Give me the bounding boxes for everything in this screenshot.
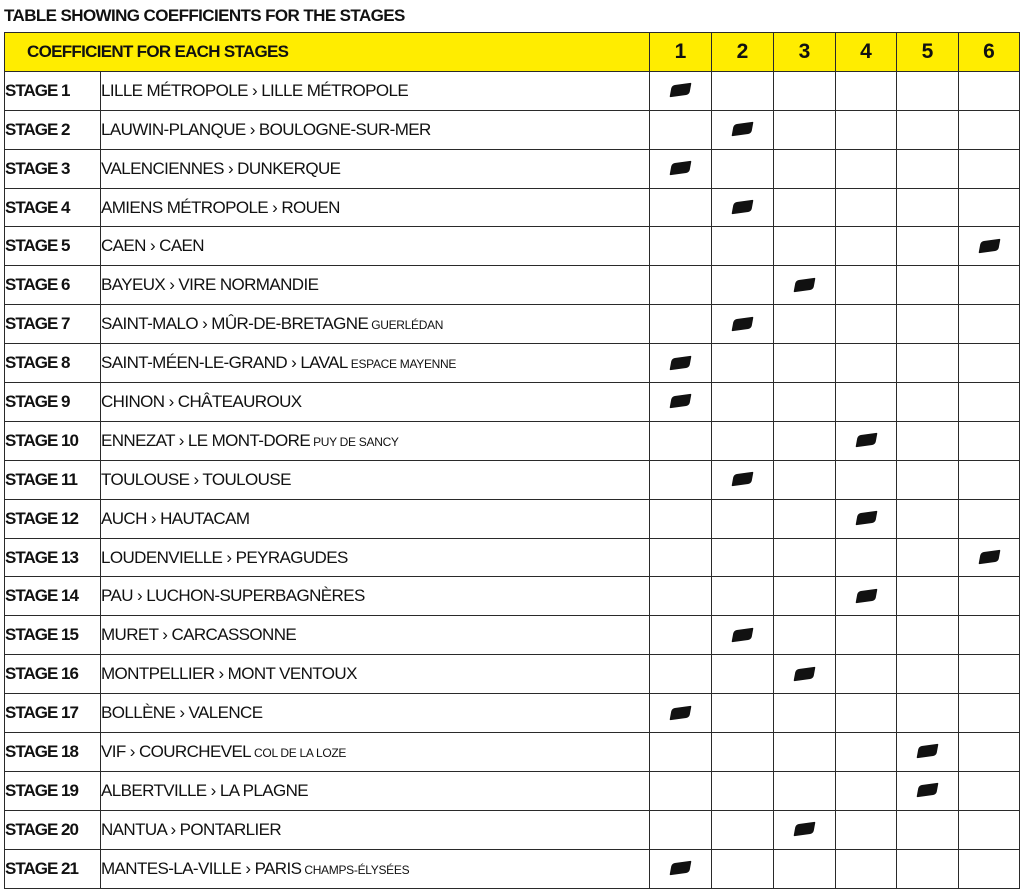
coefficient-header: 4: [836, 33, 897, 72]
table-row: [5, 149, 1020, 188]
route-main: NANTUA › PONTARLIER: [101, 819, 282, 839]
coefficient-cell: [774, 227, 836, 266]
coefficient-cell: [650, 71, 712, 110]
coefficient-cell: [897, 383, 959, 422]
coefficient-cell: [774, 810, 836, 849]
table-row: [5, 383, 1020, 422]
coefficient-cell: [897, 344, 959, 383]
flag-mark-icon: [917, 783, 939, 798]
stage-route: [101, 188, 650, 227]
coefficient-cell: [959, 577, 1020, 616]
coefficient-cell: [959, 344, 1020, 383]
coefficient-cell: [712, 655, 774, 694]
coefficient-cell: [774, 538, 836, 577]
coefficient-cell: [959, 421, 1020, 460]
coefficient-cell: [897, 227, 959, 266]
coefficient-cell: [650, 110, 712, 149]
coefficient-cell: [959, 383, 1020, 422]
route-main: VALENCIENNES › DUNKERQUE: [101, 158, 341, 178]
coefficient-cell: [650, 694, 712, 733]
table-row: [5, 71, 1020, 110]
route-main: CAEN › CAEN: [101, 236, 204, 256]
table-row: [5, 344, 1020, 383]
coefficient-table: [4, 32, 1020, 889]
coefficient-cell: [897, 577, 959, 616]
coefficient-cell: [836, 344, 897, 383]
table-row: [5, 227, 1020, 266]
coefficient-cell: [836, 616, 897, 655]
coefficient-cell: [712, 383, 774, 422]
coefficient-cell: [712, 71, 774, 110]
coefficient-cell: [897, 460, 959, 499]
flag-mark-icon: [794, 666, 816, 681]
coefficient-header: 1: [650, 33, 712, 72]
coefficient-cell: [774, 188, 836, 227]
route-finish-detail: CHAMPS-ÉLYSÉES: [304, 862, 410, 877]
coefficient-cell: [897, 538, 959, 577]
coefficient-cell: [712, 188, 774, 227]
flag-mark-icon: [917, 744, 939, 759]
coefficient-cell: [959, 188, 1020, 227]
flag-mark-icon: [855, 433, 877, 448]
table-row: [5, 266, 1020, 305]
coefficient-cell: [712, 849, 774, 888]
flag-mark-icon: [855, 589, 877, 604]
stage-route: [101, 149, 650, 188]
coefficient-cell: [774, 460, 836, 499]
route-main: PAU › LUCHON-SUPERBAGNÈRES: [101, 586, 365, 606]
table-row: [5, 110, 1020, 149]
stage-route: [101, 771, 650, 810]
stage-name: STAGE 16: [5, 655, 101, 694]
coefficient-cell: [650, 538, 712, 577]
coefficient-cell: [650, 577, 712, 616]
stage-name: STAGE 8: [5, 344, 101, 383]
coefficient-cell: [774, 383, 836, 422]
coefficient-cell: [650, 810, 712, 849]
table-row: [5, 538, 1020, 577]
stage-route: [101, 538, 650, 577]
flag-mark-icon: [794, 822, 816, 837]
flag-mark-icon: [732, 122, 754, 137]
stage-route: [101, 577, 650, 616]
coefficient-cell: [650, 344, 712, 383]
flag-mark-icon: [670, 83, 692, 98]
coefficient-cell: [897, 149, 959, 188]
coefficient-cell: [897, 188, 959, 227]
table-row: [5, 849, 1020, 888]
table-row: [5, 188, 1020, 227]
route-main: AMIENS MÉTROPOLE › ROUEN: [101, 197, 340, 217]
stage-route: [101, 655, 650, 694]
coefficient-cell: [650, 460, 712, 499]
coefficient-cell: [774, 577, 836, 616]
stage-route: [101, 383, 650, 422]
table-row: [5, 305, 1020, 344]
flag-mark-icon: [732, 472, 754, 487]
coefficient-header: 3: [774, 33, 836, 72]
coefficient-cell: [836, 733, 897, 772]
table-row: [5, 733, 1020, 772]
coefficient-cell: [897, 694, 959, 733]
coefficient-cell: [959, 849, 1020, 888]
route-main: LILLE MÉTROPOLE › LILLE MÉTROPOLE: [101, 80, 409, 100]
route-finish-detail: ESPACE MAYENNE: [350, 357, 457, 372]
stage-name: STAGE 17: [5, 694, 101, 733]
stage-route: [101, 227, 650, 266]
coefficient-cell: [712, 266, 774, 305]
stage-name: STAGE 18: [5, 733, 101, 772]
coefficient-cell: [897, 110, 959, 149]
flag-mark-icon: [978, 550, 1000, 565]
coefficient-cell: [774, 655, 836, 694]
coefficient-cell: [774, 149, 836, 188]
flag-mark-icon: [794, 278, 816, 293]
stage-name: STAGE 4: [5, 188, 101, 227]
stage-route: [101, 849, 650, 888]
coefficient-cell: [836, 577, 897, 616]
coefficient-cell: [836, 188, 897, 227]
stage-route: [101, 266, 650, 305]
flag-mark-icon: [732, 628, 754, 643]
stage-name: STAGE 15: [5, 616, 101, 655]
coefficient-cell: [897, 499, 959, 538]
coefficient-cell: [897, 616, 959, 655]
coefficient-cell: [959, 499, 1020, 538]
coefficient-cell: [650, 421, 712, 460]
coefficient-cell: [897, 849, 959, 888]
route-main: CHINON › CHÂTEAUROUX: [101, 391, 302, 411]
coefficient-cell: [836, 71, 897, 110]
coefficient-cell: [650, 305, 712, 344]
coefficient-cell: [650, 499, 712, 538]
coefficient-cell: [650, 616, 712, 655]
route-main: ALBERTVILLE › LA PLAGNE: [101, 780, 308, 800]
coefficient-cell: [959, 149, 1020, 188]
stage-route: [101, 305, 650, 344]
coefficient-cell: [959, 694, 1020, 733]
coefficient-cell: [836, 655, 897, 694]
table-row: [5, 577, 1020, 616]
route-main: SAINT-MALO › MÛR-DE-BRETAGNE: [101, 314, 369, 334]
coefficient-cell: [836, 460, 897, 499]
coefficient-cell: [959, 71, 1020, 110]
coefficient-cell: [836, 383, 897, 422]
coefficient-cell: [712, 577, 774, 616]
coefficient-cell: [774, 344, 836, 383]
coefficient-cell: [836, 305, 897, 344]
table-row: [5, 616, 1020, 655]
coefficient-cell: [897, 810, 959, 849]
coefficient-cell: [774, 733, 836, 772]
coefficient-cell: [897, 305, 959, 344]
route-finish-detail: GUERLÉDAN: [371, 318, 444, 333]
coefficient-cell: [774, 421, 836, 460]
route-main: BAYEUX › VIRE NORMANDIE: [101, 275, 319, 295]
coefficient-cell: [650, 227, 712, 266]
coefficient-cell: [897, 771, 959, 810]
route-main: LAUWIN-PLANQUE › BOULOGNE-SUR-MER: [101, 119, 431, 139]
coefficient-cell: [959, 538, 1020, 577]
coefficient-cell: [836, 810, 897, 849]
coefficient-cell: [650, 149, 712, 188]
table-body: [5, 71, 1020, 888]
coefficient-cell: [712, 499, 774, 538]
stage-name: STAGE 9: [5, 383, 101, 422]
stage-name: STAGE 5: [5, 227, 101, 266]
coefficient-cell: [836, 771, 897, 810]
route-main: MONTPELLIER › MONT VENTOUX: [101, 664, 357, 684]
flag-mark-icon: [670, 161, 692, 176]
coefficient-header: 5: [897, 33, 959, 72]
coefficient-cell: [836, 266, 897, 305]
coefficient-cell: [836, 149, 897, 188]
coefficient-cell: [959, 305, 1020, 344]
coefficient-cell: [712, 538, 774, 577]
route-main: MURET › CARCASSONNE: [101, 625, 297, 645]
coefficient-cell: [712, 421, 774, 460]
stage-route: [101, 499, 650, 538]
coefficient-cell: [712, 733, 774, 772]
header-label: COEFFICIENT FOR EACH STAGES: [5, 33, 650, 72]
stage-route: [101, 694, 650, 733]
flag-mark-icon: [978, 239, 1000, 254]
stage-route: [101, 71, 650, 110]
route-main: ENNEZAT › LE MONT-DORE: [101, 430, 311, 450]
route-finish-detail: PUY DE SANCY: [313, 434, 399, 449]
route-main: AUCH › HAUTACAM: [101, 508, 250, 528]
table-row: [5, 655, 1020, 694]
coefficient-header: 6: [959, 33, 1020, 72]
coefficient-cell: [650, 383, 712, 422]
route-main: BOLLÈNE › VALENCE: [101, 703, 263, 723]
coefficient-cell: [959, 460, 1020, 499]
flag-mark-icon: [732, 200, 754, 215]
coefficient-cell: [959, 110, 1020, 149]
coefficient-cell: [897, 733, 959, 772]
coefficient-cell: [712, 305, 774, 344]
coefficient-cell: [774, 694, 836, 733]
flag-mark-icon: [670, 355, 692, 370]
stage-name: STAGE 13: [5, 538, 101, 577]
table-row: [5, 810, 1020, 849]
coefficient-cell: [774, 266, 836, 305]
flag-mark-icon: [670, 394, 692, 409]
stage-route: [101, 460, 650, 499]
table-row: [5, 421, 1020, 460]
coefficient-cell: [774, 305, 836, 344]
route-finish-detail: COL DE LA LOZE: [254, 745, 347, 760]
coefficient-cell: [774, 616, 836, 655]
coefficient-cell: [712, 810, 774, 849]
coefficient-cell: [712, 227, 774, 266]
stage-route: [101, 810, 650, 849]
coefficient-header: 2: [712, 33, 774, 72]
page-title: TABLE SHOWING COEFFICIENTS FOR THE STAGES: [4, 6, 405, 25]
stage-route: [101, 616, 650, 655]
table-row: [5, 460, 1020, 499]
coefficient-cell: [650, 733, 712, 772]
coefficient-cell: [959, 616, 1020, 655]
stage-name: STAGE 14: [5, 577, 101, 616]
route-main: TOULOUSE › TOULOUSE: [101, 469, 291, 489]
coefficient-cell: [650, 655, 712, 694]
coefficient-cell: [959, 771, 1020, 810]
table-row: [5, 499, 1020, 538]
stage-route: [101, 733, 650, 772]
coefficient-cell: [650, 188, 712, 227]
flag-mark-icon: [855, 511, 877, 526]
coefficient-cell: [774, 110, 836, 149]
flag-mark-icon: [670, 861, 692, 876]
flag-mark-icon: [732, 316, 754, 331]
route-main: VIF › COURCHEVEL: [101, 741, 252, 761]
coefficient-cell: [712, 110, 774, 149]
stage-route: [101, 421, 650, 460]
coefficient-cell: [774, 771, 836, 810]
flag-mark-icon: [670, 705, 692, 720]
table-row: [5, 694, 1020, 733]
coefficient-cell: [897, 71, 959, 110]
coefficient-cell: [650, 266, 712, 305]
stage-name: STAGE 10: [5, 421, 101, 460]
coefficient-cell: [959, 810, 1020, 849]
coefficient-cell: [959, 655, 1020, 694]
coefficient-cell: [774, 71, 836, 110]
coefficient-cell: [774, 849, 836, 888]
coefficient-cell: [836, 421, 897, 460]
coefficient-cell: [712, 694, 774, 733]
stage-name: STAGE 2: [5, 110, 101, 149]
route-main: LOUDENVIELLE › PEYRAGUDES: [101, 547, 348, 567]
stage-name: STAGE 7: [5, 305, 101, 344]
route-main: MANTES-LA-VILLE › PARIS: [101, 858, 302, 878]
coefficient-cell: [836, 849, 897, 888]
stage-name: STAGE 11: [5, 460, 101, 499]
stage-name: STAGE 1: [5, 71, 101, 110]
coefficient-cell: [897, 655, 959, 694]
stage-name: STAGE 12: [5, 499, 101, 538]
coefficient-cell: [897, 421, 959, 460]
stage-route: [101, 344, 650, 383]
coefficient-cell: [712, 616, 774, 655]
coefficient-cell: [650, 849, 712, 888]
coefficient-cell: [836, 538, 897, 577]
coefficient-cell: [836, 227, 897, 266]
route-main: SAINT-MÉEN-LE-GRAND › LAVAL: [101, 353, 348, 373]
stage-name: STAGE 6: [5, 266, 101, 305]
stage-name: STAGE 3: [5, 149, 101, 188]
stage-name: STAGE 21: [5, 849, 101, 888]
coefficient-cell: [897, 266, 959, 305]
coefficient-cell: [712, 460, 774, 499]
coefficient-cell: [959, 227, 1020, 266]
coefficient-cell: [959, 266, 1020, 305]
coefficient-cell: [836, 499, 897, 538]
header-row: [5, 33, 1020, 72]
coefficient-cell: [712, 149, 774, 188]
coefficient-cell: [774, 499, 836, 538]
coefficient-cell: [712, 344, 774, 383]
coefficient-cell: [836, 110, 897, 149]
coefficient-cell: [712, 771, 774, 810]
stage-route: [101, 110, 650, 149]
stage-name: STAGE 19: [5, 771, 101, 810]
coefficient-cell: [959, 733, 1020, 772]
stage-name: STAGE 20: [5, 810, 101, 849]
table-row: [5, 771, 1020, 810]
coefficient-cell: [836, 694, 897, 733]
coefficient-cell: [650, 771, 712, 810]
